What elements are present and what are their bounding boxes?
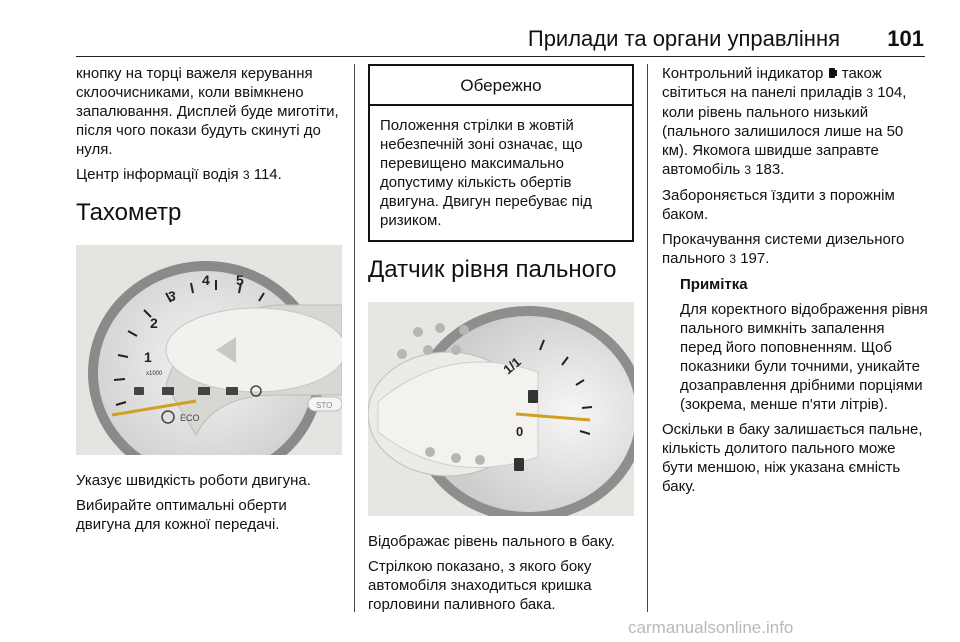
ref-arrow-icon: 3 (744, 163, 752, 177)
battery-icon (226, 387, 238, 395)
tacho-number-2: 2 (150, 315, 158, 331)
paragraph-residual-fuel: Оскільки в баку залишається пальне, кількість долитого пального може бути меншою, ніж указана ємність баку. (662, 421, 923, 495)
page-header-title: Прилади та органи управління (527, 26, 840, 51)
caution-box (368, 64, 634, 242)
side-button-label: STO (316, 401, 333, 410)
paragraph-info-center (76, 165, 344, 185)
column-3 (662, 64, 930, 502)
refuel-ref[interactable]: 183. (755, 161, 785, 178)
note-block (680, 275, 930, 414)
fuel-caption-1: Відображає рівень пального в баку. (368, 533, 615, 550)
ref-arrow-icon: 3 (866, 86, 874, 100)
diesel-bleed-text: Прокачування системи дизельного пального (662, 231, 905, 267)
watermark: carmanualsonline.info (628, 618, 794, 637)
tacho-caption-1: Указує швидкість роботи двигуна. (76, 472, 311, 489)
paragraph-reset: кнопку на торці важеля керування склоочисниками, коли ввімкнено запалювання. Дисплей буде миготіти, після чого покази будуть скинуті до нуля. (76, 65, 339, 158)
tacho-number-1: 1 (144, 349, 152, 365)
paragraph-indicator (662, 64, 930, 180)
fuel-full-label: 1/1 (500, 354, 524, 378)
header-rule (76, 56, 925, 57)
tacho-number-5: 5 (236, 272, 244, 288)
eco-label: ECO (180, 413, 200, 423)
warning-icon-oilcan (198, 387, 210, 395)
paragraph-no-empty: Забороняється їздити з порожнім баком. (662, 187, 895, 223)
diesel-bleed-ref[interactable]: 197. (740, 250, 770, 267)
indicator-ref-text: 104, коли рівень пального низький (пального залишилося лише на 50 км). Якомога швидше заправте автомобіль (662, 84, 907, 178)
column-2 (368, 64, 634, 620)
caution-title: Обережно (370, 66, 632, 106)
column-1 (76, 64, 344, 540)
tacho-unit: x1000 (146, 371, 163, 377)
tacho-number-3: 3 (168, 288, 176, 304)
tacho-caption-2: Вибирайте оптимальні оберти двигуна для кожної передачі. (76, 497, 287, 533)
indicator-text-a: Контрольний індикатор (662, 65, 824, 82)
caution-text: Положення стрілки в жовтій небезпечній зоні означає, що перевищено максимально допустиму кількість обертів двигуна. Двигун перебуває під ризиком. (380, 117, 592, 229)
warning-icon-oil (134, 387, 144, 395)
ref-arrow-icon: 3 (242, 168, 250, 182)
fuel-low-icon (514, 458, 524, 471)
fuel-pump-icon (528, 390, 538, 403)
fuel-indicator-icon (828, 67, 838, 79)
tachometer-figure (76, 245, 342, 455)
fuel-gauge-illustration (368, 302, 634, 516)
column-divider-2 (647, 64, 648, 612)
tacho-number-4: 4 (202, 272, 210, 288)
info-center-ref[interactable]: 114. (253, 166, 282, 183)
indicator-text-b: також світиться на панелі приладів (662, 65, 882, 101)
fuel-gauge-figure (368, 302, 634, 516)
note-title: Примітка (680, 276, 748, 293)
heading-fuel-gauge: Датчик рівня пального (368, 256, 617, 283)
warning-icon-temp (162, 387, 174, 395)
column-divider-1 (354, 64, 355, 612)
note-text: Для коректного відображення рівня пального вимкніть запалення перед його поповненням. Щоб показники були точними, уникайте дозаправлення дрібними порціями (зокрема, менше п'яти літрів). (680, 301, 928, 413)
tachometer-illustration (76, 245, 342, 455)
heading-tachometer: Тахометр (76, 199, 182, 226)
ref-arrow-icon: 3 (729, 252, 737, 266)
paragraph-diesel-bleed (662, 230, 930, 269)
page-number: 101 (887, 26, 924, 51)
fuel-empty-label: 0 (516, 424, 524, 439)
info-center-text: Центр інформації водія (76, 166, 239, 183)
fuel-caption-2: Стрілкою показано, з якого боку автомобіля знаходиться кришка горловини паливного бака. (368, 558, 592, 613)
